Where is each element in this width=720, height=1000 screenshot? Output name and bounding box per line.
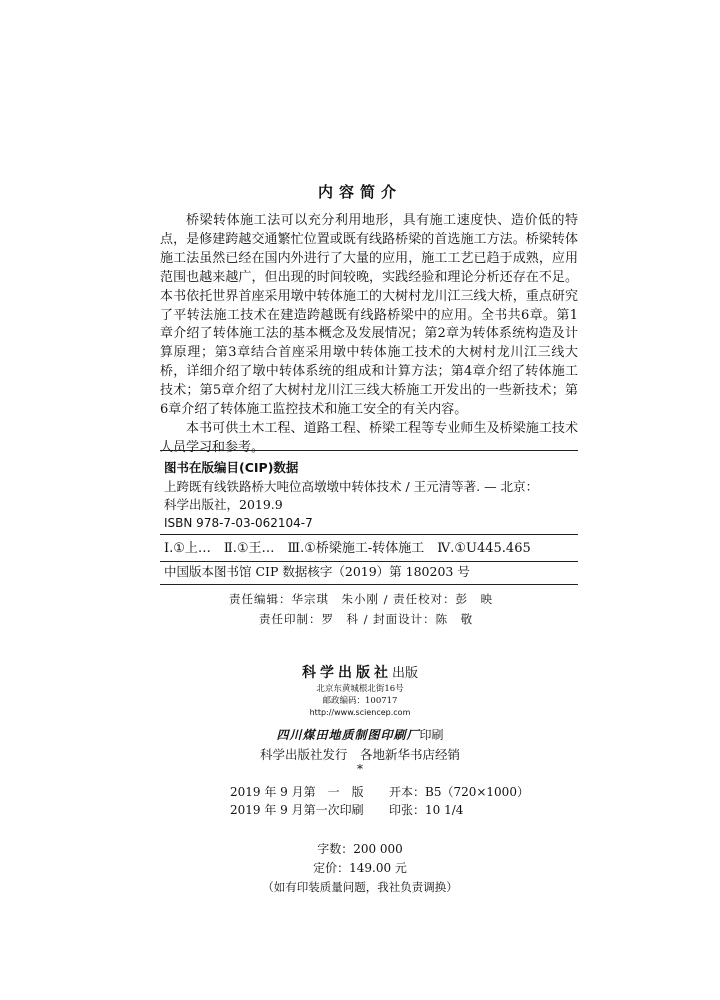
sheets: 印张：10 1/4 <box>389 803 464 817</box>
word-count: 字数：200 000 <box>317 842 403 856</box>
printer-line <box>0 726 720 743</box>
publisher-line <box>0 662 720 682</box>
summary <box>160 212 578 458</box>
cip-publisher-line: 科学出版社，2019.9 <box>164 497 283 512</box>
publisher-address: 北京东黄城根北街16号 <box>316 684 404 694</box>
cip-classification: Ⅰ.①上… Ⅱ.①王… Ⅲ.①桥梁施工-转体施工 Ⅳ.①U445.465 <box>164 541 531 556</box>
credits-line: 责任印制：罗 科 / 封面设计：陈 敬 <box>259 612 474 626</box>
print-date: 2019 年 9 月第一次印刷 <box>230 803 364 817</box>
distribution: 科学出版社发行 各地新华书店经销 <box>259 747 460 762</box>
publisher-postcode: 邮政编码：100717 <box>322 696 398 706</box>
cip-check-number: 中国版本图书馆 CIP 数据核字（2019）第 180203 号 <box>164 564 470 579</box>
cip-heading: 图书在版编目(CIP)数据 <box>164 460 299 475</box>
cip-bottom-rule <box>160 584 578 585</box>
cip-mid-rule-2 <box>160 561 578 562</box>
separator-star: * <box>357 762 363 776</box>
quality-note: （如有印装质量问题，我社负责调换） <box>262 880 458 894</box>
printer-suffix: 印刷 <box>419 728 444 742</box>
publisher-suffix: 出版 <box>391 666 418 681</box>
cip-title-line: 上跨既有线铁路桥大吨位高墩墩中转体技术 / 王元清等著. — 北京： <box>164 479 539 494</box>
publisher-logo-text: 科学出版社 <box>301 665 392 681</box>
cip-top-rule <box>160 450 578 451</box>
summary-paragraph: 桥梁转体施工法可以充分利用地形，具有施工速度快、造价低的特点，是修建跨越交通繁忙位置或既有线路桥梁的首选施工方法。桥梁转体施工法虽然已经在国内外进行了大量的应用，施工工艺已趋于成熟，应用范围也越来越广，但出现的时间较晚，实践经验和理论分析还存在不足。本书依托世界首座采用墩中转体施工的大树村龙川江三线大桥，重点研究了平转法施工技术在建造跨越既有线路桥梁中的应用。全书共6章。第1章介绍了转体施工法的基本概念及发展情况；第2章为转体系统构造及计算原理；第3章结合首座采用墩中转体施工技术的大树村龙川江三线大桥，详细介绍了墩中转体系统的组成和计算方法；第4章介绍了转体施工技术；第5章介绍了大树村龙川江三线大桥施工开发出的一些新技术；第6章介绍了转体施工监控技术和施工安全的有关内容。 <box>160 213 578 418</box>
publisher-website: http://www.sciencep.com <box>309 708 411 717</box>
summary-paragraph: 本书可供土木工程、道路工程、桥梁工程等专业师生及桥梁施工技术人员学习和参考。 <box>160 420 578 455</box>
credits-line: 责任编辑：华宗琪 朱小刚 / 责任校对：彭 映 <box>229 592 494 606</box>
printer-name: 四川煤田地质制图印刷厂 <box>276 728 420 742</box>
cip-isbn: ISBN 978-7-03-062104-7 <box>164 516 313 530</box>
cip-mid-rule <box>160 534 578 535</box>
page-title: 内容简介 <box>317 183 402 201</box>
format: 开本：B5（720×1000） <box>389 785 529 799</box>
edition-date: 2019 年 9 月第 一 版 <box>230 785 364 799</box>
price: 定价：149.00 元 <box>313 861 407 875</box>
